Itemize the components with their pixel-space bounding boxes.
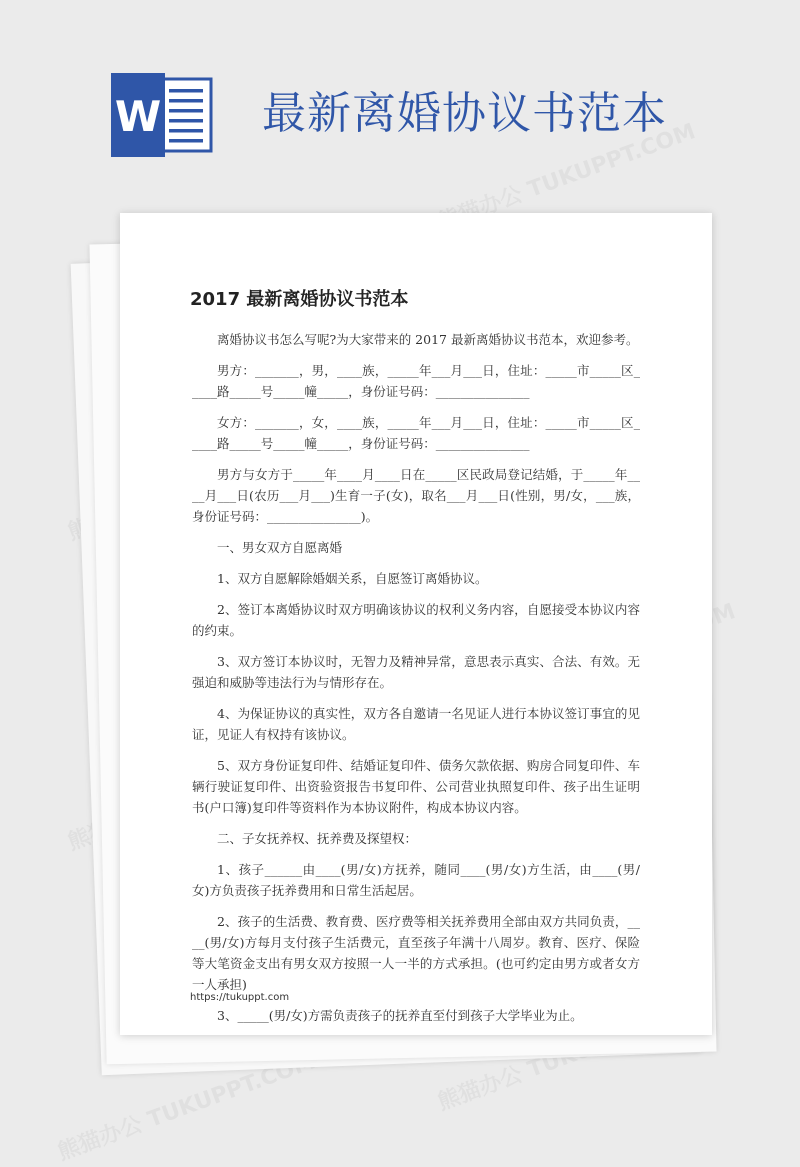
paragraph: 男方与女方于_____年____月____日在_____区民政局登记结婚，于_____年____月___日(农历___月___)生育一子(女)，取名___月___日(性别，男/女，___族，身份证号码：_______________)。	[192, 467, 640, 524]
document-title: 2017 最新离婚协议书范本	[190, 289, 409, 310]
word-document-icon	[111, 73, 215, 157]
paragraph: 2、孩子的生活费、教育费、医疗费等相关抚养费用全部由双方共同负责，____(男/女)方每月支付孩子生活费元，直至孩子年满十八周岁。教育、医疗、保险等大笔资金支出有男女双方按照一人一半的方式承担。(也可约定由男方或者女方一人承担)	[192, 914, 640, 992]
document-body	[192, 329, 640, 1036]
paragraph: 3、双方签订本协议时，无智力及精神异常，意思表示真实、合法、有效。无强迫和威胁等违法行为与情形存在。	[192, 654, 640, 690]
paragraph: 女方：_______，女，____族，_____年___月___日，住址：_____市_____区_____路_____号_____幢_____，身份证号码：_______________	[192, 415, 640, 451]
svg-text:W: W	[114, 92, 162, 141]
paragraph: 男方：_______，男，____族，_____年___月___日，住址：_____市_____区_____路_____号_____幢_____，身份证号码：_______________	[192, 363, 640, 399]
paragraph: 5、双方身份证复印件、结婚证复印件、债务欠款依据、购房合同复印件、车辆行驶证复印件、出资验资报告书复印件、公司营业执照复印件、孩子出生证明书(户口簿)复印件等资料作为本协议附件，构成本协议内容。	[192, 758, 640, 815]
paragraph: 1、孩子______由____(男/女)方抚养，随同____(男/女)方生活，由____(男/女)方负责孩子抚养费用和日常生活起居。	[192, 862, 640, 898]
paragraph: 1、双方自愿解除婚姻关系，自愿签订离婚协议。	[217, 571, 488, 586]
paragraph: 2、签订本离婚协议时双方明确该协议的权利义务内容，自愿接受本协议内容的约束。	[192, 602, 640, 638]
paragraph: 4、为保证协议的真实性，双方各自邀请一名见证人进行本协议签订事宜的见证，见证人有权持有该协议。	[192, 706, 640, 742]
paragraph: 3、_____(男/女)方需负责孩子的抚养直至付到孩子大学毕业为止。	[217, 1008, 583, 1023]
paragraph: 离婚协议书怎么写呢?为大家带来的 2017 最新离婚协议书范本，欢迎参考。	[217, 332, 639, 347]
document-page	[120, 213, 712, 1035]
section-heading: 一、男女双方自愿离婚	[217, 540, 343, 555]
section-heading: 二、子女抚养权、抚养费及探望权：	[217, 831, 418, 846]
banner	[0, 0, 800, 200]
banner-title: 最新离婚协议书范本	[262, 88, 667, 139]
footer-url[interactable]: https://tukuppt.com	[190, 992, 290, 1003]
